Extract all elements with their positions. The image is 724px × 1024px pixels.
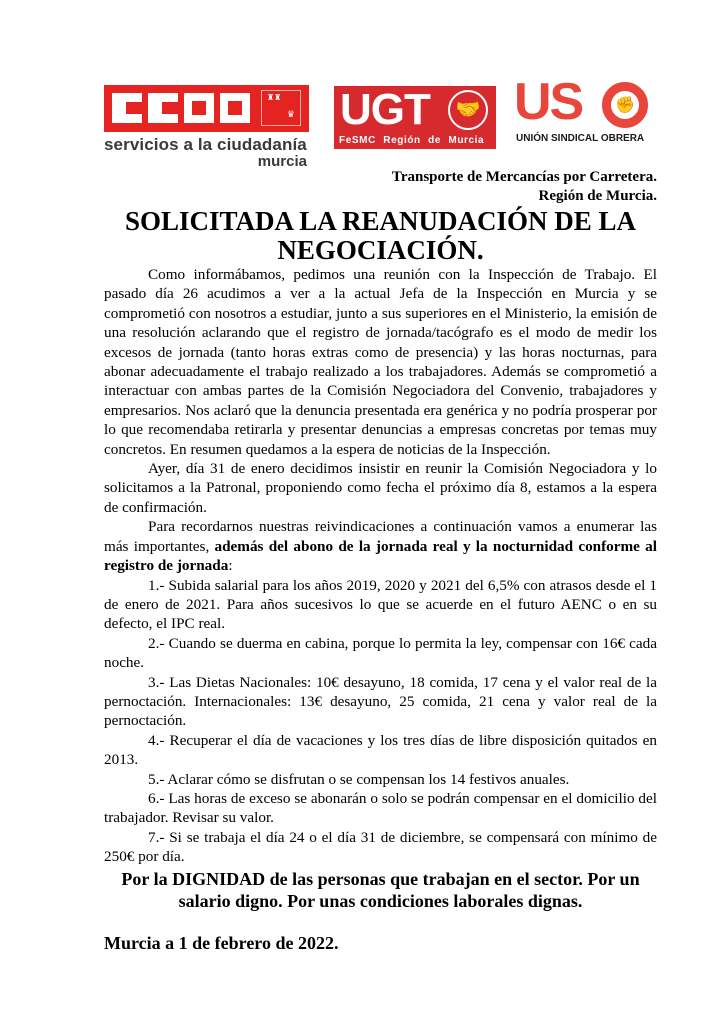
page-title: SOLICITADA LA REANUDACIÓN DE LA NEGOCIACIÓN. [124, 206, 637, 265]
region-line: Región de Murcia. [538, 188, 657, 204]
uso-logo [514, 73, 654, 150]
handshake-glyph: 🤝 [455, 99, 481, 121]
demand-item: 3.- Las Dietas Nacionales: 10€ desayuno, 18 comida, 17 cena y el valor real de la pernoctación. Internacionales: 13€ desayuno, 25 comida, 21 cena y valor real de la pernoctación. [104, 673, 657, 730]
murcia-flag-icon [261, 90, 301, 126]
demand-item: 4.- Recuperar el día de vacaciones y los tres días de libre disposición quitados en 2013. [104, 731, 657, 769]
ccoo-letter-o1 [184, 93, 214, 123]
ccoo-logo-box [104, 85, 309, 132]
fist-icon [602, 82, 648, 128]
ccoo-letter-c1 [112, 93, 142, 123]
paragraph-negotiation: Ayer, día 31 de enero decidimos insistir en reunir la Comisión Negociadora y lo solicitamos a la Patronal, proponiendo como fecha el próximo día 8, estamos a la espera de confirmación. [104, 460, 657, 516]
demand-item: 1.- Subida salarial para los años 2019, 2020 y 2021 del 6,5% con atrasos desde el 1 de enero de 2021. Para años sucesivos lo que se acuerde en el futuro AENC o en su defecto, el IPC real. [104, 576, 657, 633]
demand-item: 2.- Cuando se duerma en cabina, porque lo permita la ley, compensar con 16€ cada noche. [104, 634, 657, 672]
paragraph-inspection: Como informábamos, pedimos una reunión con la Inspección de Trabajo. El pasado día 26 acudimos a ver a la actual Jefa de la Inspección en Murcia y se comprometió con nosotros a estudiar, junto a sus superiores en el Ministerio, la emisión de una resolución aclarando que el registro de jornada/tacógrafo es el modo de medir los excesos de jornada (tanto horas extras como de presencia) y las horas nocturnas, para abonar adecuadamente el trabajo realizado a los trabajadores. Además se comprometió a interactuar con ambas partes de la Comisión Negociadora del Convenio, trabajadores y empresarios. Nos aclaró que la denuncia presentada era genérica y no podría prosperar por lo que recomendaba retirarla y presentar denuncias a empresas concretas por temas muy concretos. En resumen quedamos a la espera de noticias de la Inspección. [104, 266, 657, 458]
demand-item: 6.- Las horas de exceso se abonarán o solo se podrán compensar en el domicilio del trabajador. Revisar su valor. [104, 789, 657, 827]
ugt-subtitle: FeSMC Región de Murcia [339, 135, 485, 146]
paragraph-demands-intro [104, 517, 657, 575]
demand-item: 5.- Aclarar cómo se disfrutan o se compensan los 14 festivos anuales. [148, 770, 570, 788]
signature-date: Murcia a 1 de febrero de 2022. [104, 932, 339, 953]
crown-icon: ♛ [286, 110, 295, 120]
ugt-name: UGT [340, 85, 430, 134]
castle-icon: ♜♜ [267, 93, 282, 102]
uso-subtitle: UNIÓN SINDICAL OBRERA [516, 133, 645, 144]
handshake-icon [448, 90, 488, 130]
document-body [104, 168, 657, 954]
logos-banner [0, 0, 724, 170]
ccoo-city: murcia [257, 153, 307, 170]
uso-name: US [514, 73, 583, 131]
fist-glyph: ✊ [615, 97, 635, 114]
demands-intro-end: : [228, 557, 233, 575]
demand-item: 7.- Si se trabaja el día 24 o el día 31 de diciembre, se compensará con mínimo de 250€ por día. [104, 828, 657, 866]
ccoo-letter-o2 [220, 93, 250, 123]
closing-statement: Por la DIGNIDAD de las personas que trabajan en el sector. Por un salario digno. Por unas condiciones laborales dignas. [121, 868, 640, 911]
demands-intro-text: Para recordarnos nuestras reivindicaciones a continuación vamos a enumerar las más importantes, [104, 518, 657, 555]
sector-line: Transporte de Mercancías por Carretera. [391, 169, 657, 185]
ugt-logo [334, 86, 496, 149]
demands-intro-bold: además del abono de la jornada real y la nocturnidad conforme al registro de jornada [104, 537, 657, 575]
ccoo-logo [104, 85, 309, 170]
ccoo-letter-c2 [148, 93, 178, 123]
ccoo-subtitle: servicios a la ciudadanía [104, 135, 307, 154]
